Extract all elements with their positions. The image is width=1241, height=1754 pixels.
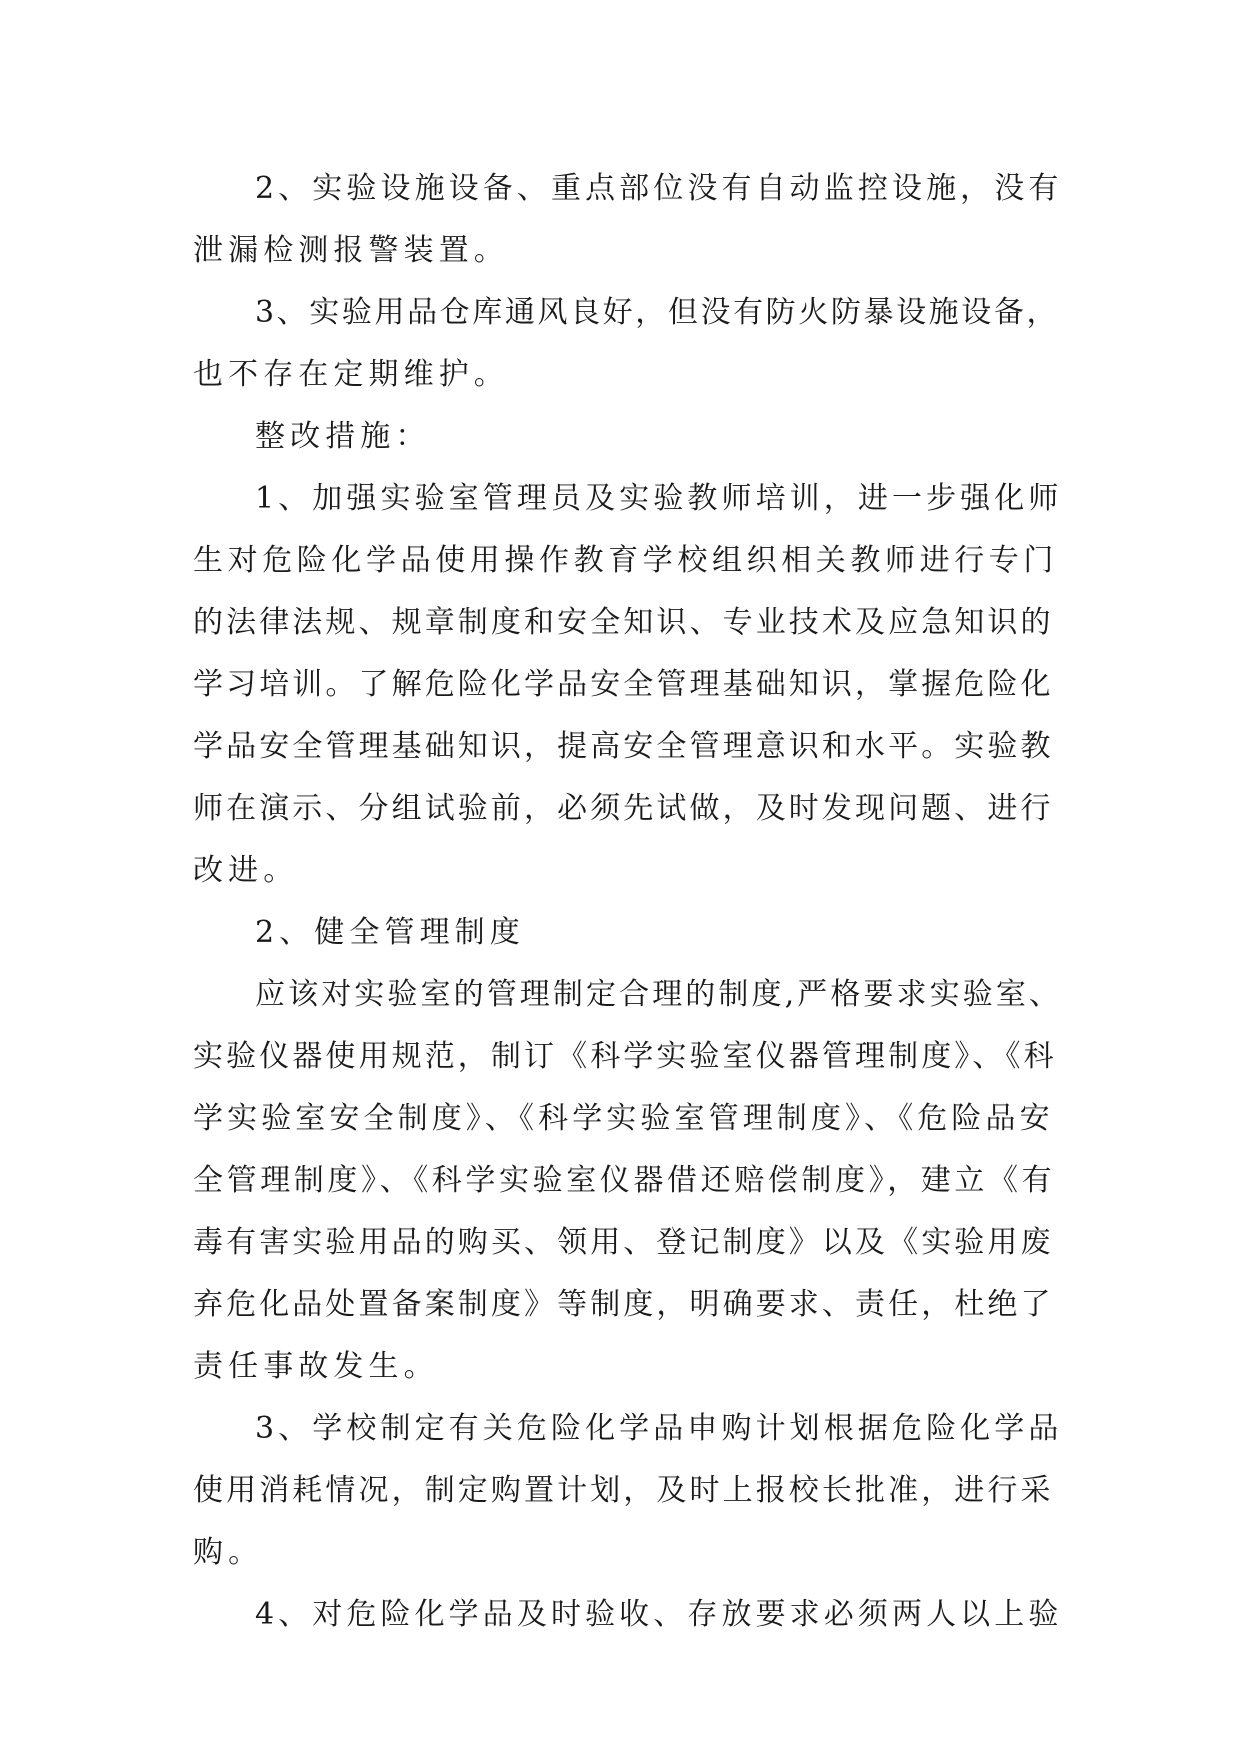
text-line: 师在演示、分组试验前，必须先试做，及时发现问题、进行 xyxy=(193,791,1054,826)
text-line: 实验仪器使用规范，制订《科学实验室仪器管理制度》、《科 xyxy=(193,1039,1057,1074)
text-line: 也不存在定期维护。 xyxy=(193,357,509,392)
text-line: 3、学校制定有关危险化学品申购计划根据危险化学品 xyxy=(255,1411,1063,1446)
text-line: 3、实验用品仓库通风良好，但没有防火防暴设施设备， xyxy=(255,295,1060,330)
paragraph-measure-3 xyxy=(193,1398,1063,1584)
section-heading-measures xyxy=(193,406,1055,468)
paragraph-finding-2 xyxy=(193,158,1063,282)
text-line: 责任事故发生。 xyxy=(193,1349,439,1384)
text-line: 整改措施： xyxy=(255,419,431,454)
text-line: 使用消耗情况，制定购置计划，及时上报校长批准，进行采 xyxy=(193,1473,1054,1508)
paragraph-measure-2-heading xyxy=(193,902,1055,964)
text-line: 1、加强实验室管理员及实验教师培训，进一步强化师 xyxy=(255,481,1063,516)
text-line: 泄漏检测报警装置。 xyxy=(193,233,509,268)
text-line: 应该对实验室的管理制定合理的制度,严格要求实验室、 xyxy=(255,977,1063,1012)
paragraph-measure-1 xyxy=(193,468,1063,902)
text-line: 全管理制度》、《科学实验室仪器借还赔偿制度》，建立《有 xyxy=(193,1163,1056,1198)
paragraph-measure-4 xyxy=(193,1584,1063,1646)
text-line: 学习培训。了解危险化学品安全管理基础知识，掌握危险化 xyxy=(193,667,1054,702)
paragraph-finding-3 xyxy=(193,282,1060,406)
text-line: 毒有害实验用品的购买、领用、登记制度》以及《实验用废 xyxy=(193,1225,1054,1260)
text-line: 购。 xyxy=(193,1535,264,1570)
text-line: 生对危险化学品使用操作教育学校组织相关教师进行专门 xyxy=(193,543,1058,578)
text-line: 4、对危险化学品及时验收、存放要求必须两人以上验 xyxy=(255,1597,1063,1632)
text-line: 学品安全管理基础知识，提高安全管理意识和水平。实验教 xyxy=(193,729,1054,764)
text-line: 2、实验设施设备、重点部位没有自动监控设施，没有 xyxy=(255,171,1063,206)
text-line: 弃危化品处置备案制度》等制度，明确要求、责任，杜绝了 xyxy=(193,1287,1054,1322)
paragraph-measure-2-body xyxy=(193,964,1063,1398)
text-line: 学实验室安全制度》、《科学实验室管理制度》、《危险品安 xyxy=(193,1101,1054,1136)
document-body xyxy=(193,158,1063,1646)
text-line: 的法律法规、规章制度和安全知识、专业技术及应急知识的 xyxy=(193,605,1054,640)
text-line: 2、健全管理制度 xyxy=(255,915,525,950)
text-line: 改进。 xyxy=(193,853,299,888)
